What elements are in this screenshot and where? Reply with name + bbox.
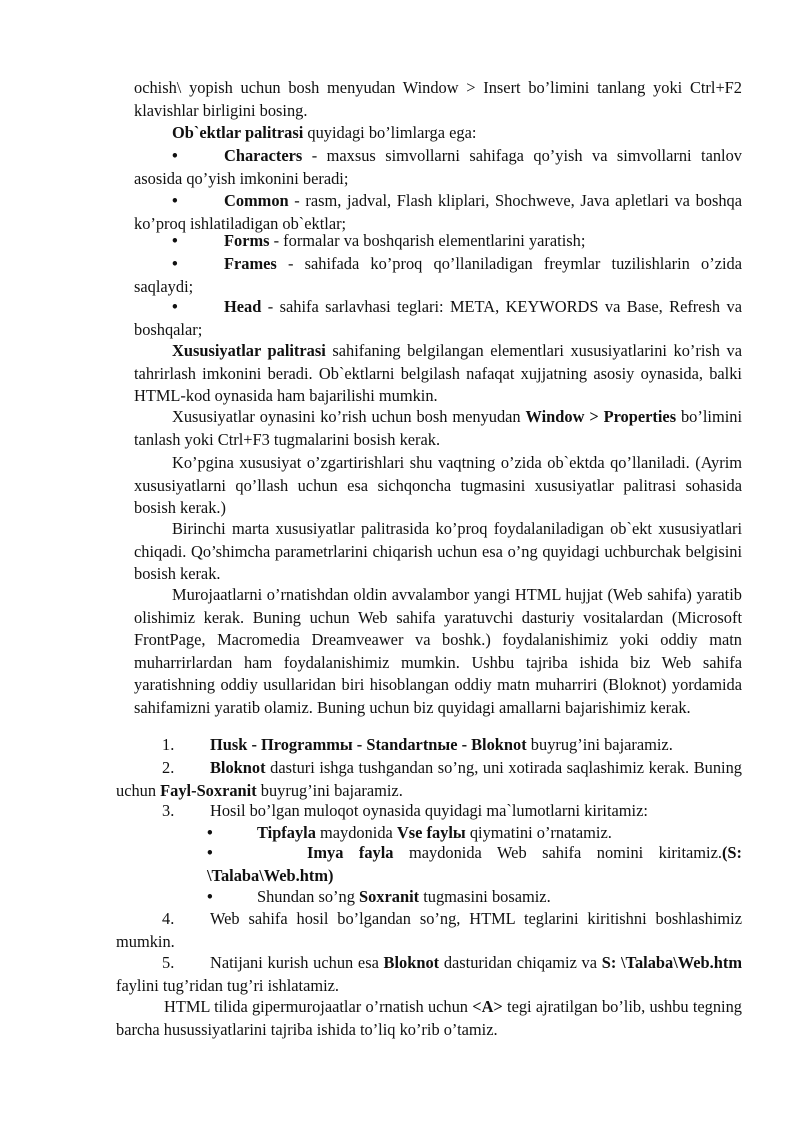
- paragraph-a-tag: [116, 996, 742, 1041]
- bullet-text: - sahifa sarlavhasi teglari: META, KEYWORDS va Base, Refresh va boshqalar;: [134, 297, 742, 339]
- term-a-tag: <A>: [472, 997, 503, 1016]
- term-soxranit: Soxranit: [359, 887, 420, 906]
- bullet-icon: •: [172, 146, 178, 165]
- bullet-item-head: [134, 296, 742, 341]
- list-text: tugmasini bosamiz.: [419, 887, 551, 906]
- term-vse-fayly: Vse faylы: [396, 823, 466, 842]
- paragraph-text: bo’limini tanlash yoki Ctrl+F3 tugmalarini bosish kerak.: [134, 407, 743, 449]
- term-frames: Frames: [224, 254, 277, 273]
- paragraph-text: quyidagi bo’limlarga ega:: [303, 123, 477, 142]
- paragraph-window-insert: [134, 77, 742, 122]
- list-text: dasturi ishga tushgandan so’ng, uni xotirada saqlashimiz kerak. Buning uchun: [116, 758, 742, 800]
- bullet-text: - maxsus simvollarni sahifaga qo’yish va simvollarni tanlov asosida qo’yish imkonini beradi;: [134, 146, 742, 188]
- term-forms: Forms: [224, 231, 270, 250]
- bullet-icon: •: [207, 843, 213, 862]
- bullet-icon: •: [172, 254, 178, 273]
- paragraph-text: tegi ajratilgan bo’lib, ushbu tegning barcha husussiyatlarini tajriba ishida to’liq ko’rib o’tamiz.: [116, 997, 743, 1039]
- numbered-item-2: [116, 757, 742, 802]
- bullet-text: - sahifada ko’proq qo’llaniladigan freymlar tuzilishlarin o’zida saqlaydi;: [134, 254, 742, 296]
- list-text: faylini tug’ridan tug’ri ishlatamiz.: [116, 975, 340, 995]
- term-common: Common: [224, 191, 289, 210]
- term-head: Head: [224, 297, 262, 316]
- bullet-item-forms: [134, 230, 742, 253]
- list-number: 2.: [162, 758, 175, 777]
- list-text: Natijani kurish uchun esa: [210, 953, 384, 972]
- term-properties-palette: Xususiyatlar palitrasi: [172, 341, 326, 360]
- paragraph-text: Murojaatlarni o’rnatishdan oldin avvalambor yangi HTML hujjat (Web sahifa) yaratib olishimiz kerak. Buning uchun Web sahifa yaratuvchi dasturiy vositalardan (Microsoft FrontPage, Macromedia Dreamveawer va boshk.) foydalanishimiz yoki oddiy matn muharrirlardan ham foydalanishimiz mumkin. Ushbu tajriba ishida biz Web sahifa yaratishning oddiy usullaridan biri hisoblangan oddiy matn muharriri (Bloknot) yordamida sahifamizni yaratib olamiz. Buning uchun biz quyidagi amallarni bajarishimiz kerak.: [134, 585, 742, 717]
- term-bloknot-path: Пusk - Пrogrammы - Standartnыe - Bloknot: [210, 735, 527, 754]
- list-text: buyrug’ini bajaramiz.: [256, 780, 403, 800]
- term-characters: Characters: [224, 146, 303, 165]
- paragraph-text: Xususiyatlar oynasini ko’rish uchun bosh menyudan: [172, 407, 526, 426]
- list-text: Shundan so’ng: [257, 887, 359, 906]
- term-file-path: S: \Talaba\Web.htm: [601, 953, 742, 972]
- term-objects-palette: Ob`ektlar palitrasi: [172, 123, 304, 142]
- bullet-icon: •: [172, 231, 178, 250]
- term-window-properties: Window > Properties: [525, 407, 677, 426]
- list-text: maydonida Web sahifa nomini kiritamiz.: [393, 843, 722, 862]
- sub-bullet-imya-fayla: [207, 842, 742, 887]
- bullet-item-characters: [134, 145, 742, 190]
- bullet-item-common: [134, 190, 742, 235]
- term-tipfayla: Tipfayla: [257, 823, 316, 842]
- bullet-icon: •: [172, 297, 178, 316]
- list-text: buyrug’ini bajaramiz.: [526, 735, 673, 754]
- list-text: dasturidan chiqamiz va: [439, 953, 602, 972]
- bullet-icon: •: [172, 191, 178, 210]
- list-text: qiymatini o’rnatamiz.: [465, 823, 612, 842]
- bullet-icon: •: [207, 823, 213, 842]
- term-file-path: (S: \Talaba\Web.htm): [207, 843, 742, 885]
- paragraph-text: sahifaning belgilangan elementlari xususiyatlarini ko’rish va tahrirlash imkonini beradi. Ob`ektlarni belgilash nafaqat xujjatning asosiy oynasida, balki HTML-kod oynasida ham bajarilishi mumkin.: [134, 341, 742, 406]
- list-number: 5.: [162, 953, 175, 972]
- term-fayl-soxranit: Fayl-Soxranit: [160, 780, 257, 800]
- list-number: 1.: [162, 735, 175, 754]
- numbered-item-5: [116, 952, 742, 997]
- paragraph-first-time: [134, 518, 742, 586]
- paragraph-text: Ko’pgina xususiyat o’zgartirishlari shu vaqtning o’zida ob`ektda qo’llaniladi. (Ayrim xususiyatlarni qo’llash uchun esa sichqoncha tugmasini xususiyatlar palitrasi sohasida bosish kerak.): [134, 453, 742, 518]
- paragraph-property-changes: [134, 452, 742, 520]
- list-text: maydonida: [315, 823, 397, 842]
- sub-bullet-soxranit: [207, 886, 742, 909]
- list-number: 3.: [162, 801, 175, 820]
- term-bloknot: Bloknot: [383, 953, 440, 972]
- paragraph-links-intro: [134, 584, 742, 720]
- list-number: 4.: [162, 909, 175, 928]
- paragraph-text: Birinchi marta xususiyatlar palitrasida ko’proq foydalaniladigan ob`ekt xususiyatlari chiqadi. Qo’shimcha parametrlarini chiqarish uchun esa o’ng quyidagi uchburchak belgisini bosish kerak.: [134, 519, 742, 584]
- numbered-item-1: [116, 734, 742, 757]
- bullet-text: - rasm, jadval, Flash kliplari, Shochweve, Java apletlari va boshqa ko’proq ishlatiladigan ob`ektlar;: [134, 191, 742, 233]
- paragraph-properties-palette: [134, 340, 742, 408]
- term-imya-fayla: Imya fayla: [307, 843, 394, 862]
- paragraph-objects-palette: [134, 122, 742, 145]
- list-text: Hosil bo’lgan muloqot oynasida quyidagi ma`lumotlarni kiritamiz:: [210, 801, 648, 820]
- list-text: Web sahifa hosil bo’lgandan so’ng, HTML teglarini kiritishni boshlashimiz mumkin.: [116, 909, 742, 951]
- numbered-item-4: [116, 908, 742, 953]
- paragraph-window-properties: [134, 406, 742, 451]
- term-bloknot: Bloknot: [210, 758, 266, 777]
- numbered-item-3: [116, 800, 742, 823]
- paragraph-text: HTML tilida gipermurojaatlar o’rnatish uchun: [164, 997, 473, 1016]
- bullet-icon: •: [207, 887, 213, 906]
- bullet-text: - formalar va boshqarish elementlarini yaratish;: [269, 231, 586, 250]
- bullet-item-frames: [134, 253, 742, 298]
- paragraph-text: ochish\ yopish uchun bosh menyudan Window > Insert bo’limini tanlang yoki Ctrl+F2 klavishlar birligini bosing.: [134, 78, 742, 120]
